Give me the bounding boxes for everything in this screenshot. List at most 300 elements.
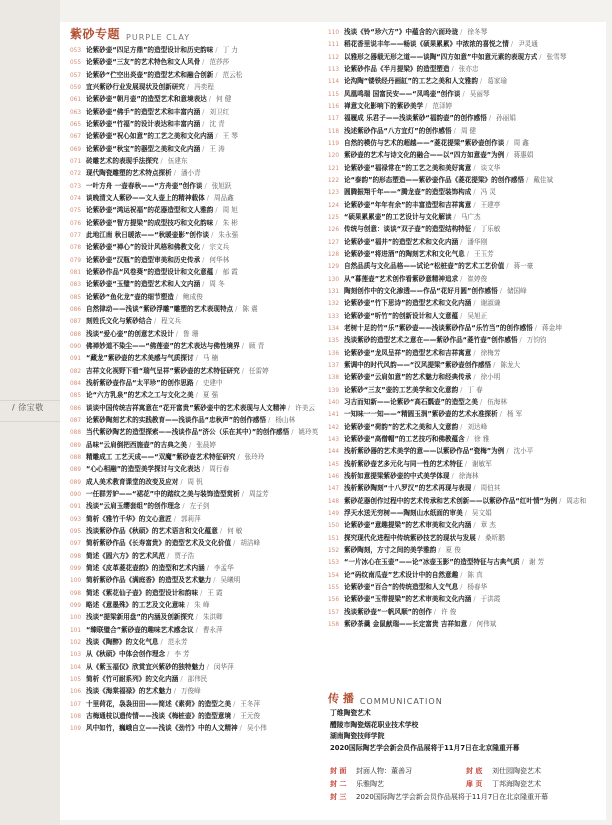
- toc-article-title: 论紫砂壶“智方提梁”的成型技巧和文化韵味: [86, 218, 214, 227]
- toc-entry[interactable]: [328, 457, 598, 469]
- toc-entry[interactable]: [70, 500, 320, 512]
- toc-separator: /: [200, 588, 203, 597]
- toc-author: 万钧钧: [526, 336, 547, 345]
- toc-entry[interactable]: [70, 611, 320, 623]
- toc-entry[interactable]: [70, 636, 320, 648]
- toc-separator: /: [233, 711, 236, 720]
- toc-author: 周 钒: [187, 477, 203, 486]
- section-title: 紫砂专题: [70, 27, 121, 41]
- toc-article-title: 论紫砂壶“朝月壶”的造型艺术和意境表达: [86, 95, 207, 104]
- toc-entry[interactable]: [328, 310, 598, 322]
- toc-article-title: 论“六方乳泉”的艺术之工与文化之美: [86, 391, 194, 400]
- toc-separator: /: [473, 521, 476, 530]
- toc-separator: /: [215, 46, 218, 55]
- toc-article-title: 从“暮莲壶”艺术创作看紫砂意精神追求: [344, 274, 459, 283]
- toc-article-title: 浅析紫砂陶刻“十八罗汉”的艺术再现与表现: [344, 484, 472, 493]
- toc-page-number: 106: [70, 687, 81, 696]
- toc-entry[interactable]: [328, 63, 598, 75]
- toc-entry[interactable]: [328, 371, 598, 383]
- toc-author: 徐小明: [480, 373, 501, 382]
- toc-separator: /: [473, 348, 476, 357]
- toc-page-number: 118: [328, 126, 339, 135]
- toc-author: 蒋惠娟: [513, 151, 534, 160]
- toc-author: 鲁 珊: [183, 329, 199, 338]
- toc-author: 崔婷俊: [467, 274, 488, 283]
- cover-label: 扉 页: [466, 779, 483, 788]
- cover-label: 封 底: [466, 766, 483, 775]
- toc-separator: /: [460, 422, 463, 431]
- toc-entry[interactable]: [328, 581, 598, 593]
- toc-entry[interactable]: [70, 475, 320, 487]
- toc-author: 葛家瑜: [487, 77, 507, 86]
- toc-entry[interactable]: [328, 38, 598, 50]
- toc-entry[interactable]: [328, 199, 598, 211]
- toc-separator: /: [188, 440, 192, 449]
- toc-entry[interactable]: [70, 266, 320, 278]
- toc-author: 周 鑫: [513, 139, 529, 148]
- cover-label: 封 面: [330, 766, 347, 775]
- toc-separator: /: [466, 250, 469, 259]
- toc-article-title: 浅谈“爱心壶”的创意艺术设计: [86, 329, 174, 338]
- toc-separator: /: [186, 83, 190, 92]
- toc-entry[interactable]: [328, 297, 598, 309]
- toc-entry[interactable]: [70, 130, 320, 142]
- toc-entry[interactable]: [328, 618, 598, 630]
- toc-separator: /: [206, 194, 209, 203]
- toc-entry[interactable]: [70, 562, 320, 574]
- toc-article-title: 浮天水送无穷树——陶刻山水纸面的审美: [344, 508, 463, 517]
- toc-entry[interactable]: [328, 347, 598, 359]
- toc-entry[interactable]: [70, 291, 320, 303]
- toc-article-title: 传统与创意：谈谈“双子壶”的造型结构特征: [344, 225, 472, 234]
- communication-header: [328, 690, 443, 706]
- toc-entry[interactable]: [328, 494, 598, 506]
- toc-entry[interactable]: [70, 167, 320, 179]
- toc-author: 徐梅芳: [480, 348, 501, 357]
- communication-item[interactable]: 丁维陶瓷艺术: [330, 709, 371, 717]
- toc-author: 谢敏军: [471, 459, 492, 468]
- toc-page-number: 131: [328, 287, 339, 296]
- toc-entry[interactable]: [70, 586, 320, 598]
- toc-entry[interactable]: [70, 365, 320, 377]
- cover-text[interactable]: 丁邦海陶瓷艺术: [492, 779, 541, 788]
- toc-separator: /: [180, 477, 183, 486]
- toc-article-title: 宜兴紫砂行业发展现状及创新研究: [86, 83, 185, 92]
- toc-entry[interactable]: [70, 303, 320, 315]
- toc-author: 吴小伟: [246, 724, 267, 733]
- toc-article-title: 老树十足的竹“乐”紫砂壶——浅谈紫砂作品“乐竹当”的创作感悟: [344, 324, 533, 333]
- toc-entry[interactable]: [70, 278, 320, 290]
- toc-entry[interactable]: [70, 328, 320, 340]
- toc-entry[interactable]: [328, 568, 598, 580]
- toc-entry[interactable]: [70, 512, 320, 524]
- toc-article-title: 佛禅妙道不染尘——“佛莲壶”的艺术表达与佛性境界: [86, 342, 240, 351]
- toc-entry[interactable]: [328, 273, 598, 285]
- cover-row: [330, 777, 600, 790]
- toc-page-number: 082: [70, 366, 81, 375]
- toc-page-number: 138: [328, 373, 339, 382]
- toc-entry[interactable]: [70, 537, 320, 549]
- toc-article-title: 论紫砂壶“玉璧”的造型艺术和人文内涵: [86, 280, 201, 289]
- toc-entry[interactable]: [70, 574, 320, 586]
- toc-author: 王元俊: [240, 711, 261, 720]
- toc-separator: /: [241, 342, 244, 351]
- toc-article-title: 论紫砂壶“四足方鼎”的造型设计和历史韵味: [86, 46, 214, 55]
- toc-entry[interactable]: [328, 519, 598, 531]
- cover-row: [330, 764, 600, 777]
- toc-article-title: 论紫砂壶“福井”的造型艺术和文化内涵: [344, 237, 459, 246]
- toc-separator: /: [239, 724, 242, 733]
- toc-page-number: 141: [328, 410, 339, 419]
- toc-entry[interactable]: [70, 118, 320, 130]
- toc-entry[interactable]: [328, 223, 598, 235]
- communication-item[interactable]: 2020国际陶艺学会新会员作品展将于11月7日在北京隆重开幕: [330, 743, 520, 752]
- toc-entry[interactable]: [70, 192, 320, 204]
- toc-separator: /: [539, 52, 542, 61]
- toc-separator: /: [202, 465, 205, 474]
- toc-author: 李 芳: [174, 650, 190, 659]
- toc-page-number: 100: [70, 613, 81, 622]
- toc-author: 李孟华: [213, 563, 234, 572]
- toc-page-number: 154: [328, 570, 339, 579]
- toc-page-number: 140: [328, 398, 339, 406]
- toc-author: 夏 俊: [445, 545, 461, 554]
- toc-article-title: 浅析紫砂壶作品“太平珍”的创作思路: [86, 379, 194, 388]
- cover-credits: [330, 764, 600, 803]
- toc-entry[interactable]: [70, 525, 320, 537]
- toc-separator: /: [241, 366, 244, 375]
- toc-article-title: 浅谈“提梁新用盘”的内涵及创新探究: [86, 613, 194, 622]
- toc-separator: /: [499, 410, 502, 419]
- toc-entry[interactable]: [328, 433, 598, 445]
- toc-entry[interactable]: [328, 322, 598, 334]
- toc-page-number: 128: [328, 250, 339, 259]
- toc-separator: /: [195, 613, 198, 622]
- toc-page-number: 104: [70, 662, 81, 671]
- toc-entry[interactable]: [328, 260, 598, 272]
- toc-article-title: 谈谈中国传统吉祥寓意在“花开富贵”紫砂壶中的艺术表现与人文精神: [86, 403, 286, 412]
- toc-article-title: 简析《竹可耐系列》的文化内涵: [86, 674, 179, 683]
- toc-separator: /: [237, 452, 240, 461]
- section-header: [70, 24, 190, 42]
- toc-entry[interactable]: [70, 352, 320, 364]
- toc-article-title: 砖雕艺术的表现手法探究: [86, 157, 159, 166]
- toc-author: 伍建东: [167, 157, 188, 166]
- toc-author: 马广杰: [460, 213, 481, 222]
- toc-article-title: 自然律动——浅谈“紫砂浮雕”雕塑的艺术表现特点: [86, 305, 234, 314]
- toc-entry[interactable]: [328, 149, 598, 161]
- toc-page-number: 115: [328, 89, 339, 98]
- toc-author: 王 琴: [222, 132, 238, 141]
- toc-entry[interactable]: [70, 217, 320, 229]
- toc-entry[interactable]: [70, 463, 320, 475]
- communication-title: 传 播: [328, 692, 354, 705]
- toc-entry[interactable]: [70, 315, 320, 327]
- toc-page-number: 135: [328, 336, 339, 345]
- toc-author: 吴丽琴: [469, 89, 490, 98]
- toc-separator: /: [175, 292, 179, 301]
- toc-page-number: 081: [70, 268, 81, 277]
- adjacent-page-author: / 徐宝敬: [12, 403, 44, 412]
- toc-page-number: 136: [328, 348, 339, 357]
- toc-entry[interactable]: [70, 155, 320, 167]
- toc-entry[interactable]: [70, 439, 320, 451]
- toc-separator: /: [160, 157, 163, 166]
- toc-author: 马 楠: [202, 354, 219, 363]
- toc-entry[interactable]: [70, 451, 320, 463]
- toc-entry[interactable]: [328, 137, 598, 149]
- toc-separator: /: [460, 311, 463, 320]
- toc-author: 曹永萍: [202, 625, 223, 634]
- toc-entry[interactable]: [70, 648, 320, 660]
- cover-text[interactable]: 2020国际陶艺学会新会员作品展将于11月7日在北京隆重开幕: [356, 792, 549, 801]
- toc-entry[interactable]: [328, 445, 598, 457]
- toc-separator: /: [473, 373, 476, 382]
- toc-page-number: 110: [328, 28, 339, 37]
- toc-article-title: 论“泰韵”的形态塑造——紫砂壶作品《菱花提梁》的创作感悟: [344, 176, 525, 185]
- toc-entry[interactable]: [70, 402, 320, 414]
- toc-page-number: 091: [70, 502, 81, 511]
- toc-author: 徐冬琴: [467, 28, 488, 37]
- toc-entry[interactable]: [70, 340, 320, 352]
- toc-page-number: 121: [328, 163, 339, 172]
- toc-entry[interactable]: [70, 143, 320, 155]
- toc-article-title: 当代紫砂陶艺的造型探索——浅谈作品“济公（乐在其中）”的创作感悟: [86, 428, 290, 437]
- cover-text[interactable]: 乐雅陶艺: [356, 779, 384, 788]
- toc-page-number: 105: [70, 674, 81, 683]
- toc-entry[interactable]: [328, 482, 598, 494]
- toc-author: 谢 芳: [528, 558, 545, 567]
- toc-page-number: 085: [70, 292, 81, 301]
- toc-entry[interactable]: [70, 254, 320, 266]
- toc-page-number: 129: [328, 262, 339, 271]
- toc-page-number: 077: [70, 231, 81, 240]
- toc-article-title: 简述《圆六方》的艺术风范: [86, 551, 166, 560]
- toc-article-title: 紫砂花器创作过程中的艺术传承和艺术创新——以紫砂作品“红叶情”为例: [344, 496, 558, 505]
- toc-author: 陈 震: [242, 305, 258, 314]
- toc-entry[interactable]: [70, 241, 320, 253]
- toc-separator: /: [202, 280, 205, 289]
- toc-article-title: 浅谈紫砂的造型艺术之意在——紫砂作品“菱竹壶”创作感悟: [344, 336, 518, 345]
- section-title-en: PURPLE CLAY: [126, 33, 191, 42]
- toc-page-number: 109: [70, 724, 81, 733]
- toc-page-number: 053: [70, 46, 81, 55]
- toc-entry[interactable]: [70, 389, 320, 401]
- toc-entry[interactable]: [328, 531, 598, 543]
- toc-separator: /: [464, 459, 467, 468]
- toc-author: 周伯其: [480, 484, 501, 493]
- toc-author: 胡洁峰: [240, 539, 261, 548]
- toc-separator: /: [460, 237, 463, 246]
- toc-entry[interactable]: [328, 26, 598, 38]
- toc-article-title: 此地江南 秋日暖浓——“秋暖壶影”创作谈: [86, 231, 210, 240]
- toc-author: 朱永强: [218, 231, 239, 240]
- toc-entry[interactable]: [328, 384, 598, 396]
- toc-entry[interactable]: [328, 51, 598, 63]
- toc-entry[interactable]: [70, 56, 320, 68]
- communication-item[interactable]: 醴陵市陶瓷烟花职业技术学校: [330, 720, 419, 729]
- toc-author: 史建中: [202, 379, 223, 388]
- toc-author: 周益芳: [248, 489, 269, 498]
- toc-author: 范永芳: [167, 637, 188, 646]
- toc-page-number: 069: [70, 144, 81, 153]
- toc-entry[interactable]: [328, 593, 598, 605]
- toc-author: 吴曦明: [220, 576, 241, 585]
- toc-entry[interactable]: [70, 660, 320, 672]
- toc-article-title: 论紫砂壶“荷韵”的艺术之美和人文意韵: [344, 422, 459, 431]
- toc-author: 张亦忠: [458, 65, 479, 74]
- toc-page-number: 158: [328, 619, 339, 628]
- toc-entry[interactable]: [70, 599, 320, 611]
- toc-separator: /: [219, 526, 223, 535]
- toc-separator: /: [291, 428, 294, 437]
- toc-separator: /: [215, 218, 218, 227]
- toc-entry[interactable]: [70, 414, 320, 426]
- toc-entry[interactable]: [328, 248, 598, 260]
- toc-entry[interactable]: [70, 229, 320, 241]
- toc-page-number: 089: [70, 465, 81, 474]
- toc-author: 刘卫红: [209, 107, 230, 116]
- toc-entry[interactable]: [328, 470, 598, 482]
- toc-separator: /: [287, 403, 291, 412]
- toc-entry[interactable]: [70, 488, 320, 500]
- cover-row: [330, 790, 600, 803]
- toc-article-title: 论紫砂壶“汉瓶”的造型审美和历史传承: [86, 255, 201, 264]
- toc-separator: /: [473, 200, 476, 209]
- toc-page-number: 156: [328, 595, 339, 604]
- toc-entry[interactable]: [70, 69, 320, 81]
- cover-text[interactable]: 刘仕园陶瓷艺术: [492, 766, 541, 775]
- toc-entry[interactable]: [328, 174, 598, 186]
- toc-entry[interactable]: [70, 549, 320, 561]
- toc-entry[interactable]: [328, 334, 598, 346]
- toc-entry[interactable]: [328, 211, 598, 223]
- toc-author: 何 健: [216, 95, 232, 104]
- toc-author: 丁 春: [467, 385, 483, 394]
- toc-entry[interactable]: [328, 236, 598, 248]
- cover-text[interactable]: 封面人物：董善习: [356, 766, 412, 775]
- toc-separator: /: [186, 600, 190, 609]
- toc-entry[interactable]: [328, 359, 598, 371]
- toc-entry[interactable]: [328, 125, 598, 137]
- toc-author: 杨 军: [506, 410, 523, 419]
- toc-page-number: 157: [328, 607, 339, 616]
- toc-author: 冯 灵: [480, 188, 496, 197]
- toc-separator: /: [180, 674, 183, 683]
- toc-entry[interactable]: [328, 507, 598, 519]
- toc-column-right: [328, 26, 598, 630]
- toc-author: 王玉芳: [474, 250, 494, 259]
- toc-entry[interactable]: [328, 556, 598, 568]
- toc-separator: /: [460, 28, 463, 37]
- toc-entry[interactable]: [328, 100, 598, 112]
- toc-article-title: 浅析紫砂壶艺多元化与同一性的艺术特征: [344, 459, 463, 468]
- toc-page-number: 099: [70, 600, 81, 609]
- toc-entry[interactable]: [70, 673, 320, 685]
- toc-entry[interactable]: [70, 426, 320, 438]
- toc-page-number: 152: [328, 545, 339, 554]
- toc-separator: /: [167, 551, 170, 560]
- toc-article-title: 论紫砂陶刻艺术的实践教育——浅谈作品“忠秋声”的创作感悟: [86, 416, 267, 424]
- toc-separator: /: [506, 447, 509, 456]
- toc-page-number: 148: [328, 496, 339, 505]
- toc-author: 周 冬: [209, 280, 225, 289]
- toc-entry[interactable]: [70, 377, 320, 389]
- toc-entry[interactable]: [328, 285, 598, 297]
- toc-separator: /: [202, 58, 205, 67]
- toc-entry[interactable]: [70, 106, 320, 118]
- toc-article-title: 论紫砂壶“年年有余”的丰富造型和吉祥寓意: [344, 200, 472, 209]
- toc-page-number: 078: [70, 243, 81, 252]
- toc-article-title: 现代陶瓷雕塑的艺术特点探析: [86, 169, 172, 178]
- toc-entry[interactable]: [328, 162, 598, 174]
- toc-author: 桑昕鹏: [485, 533, 505, 542]
- toc-page-number: 072: [70, 169, 81, 178]
- toc-article-title: 论紫砂壶“意趣提梁”的艺术审美和文化内涵: [344, 521, 472, 530]
- toc-article-title: 紫砂壶的艺术与诗文化的融合——以“四方如意壶”为例: [344, 151, 505, 160]
- toc-article-title: 简述《皮革菱花壶韵》的造型和艺术内涵: [86, 563, 205, 572]
- toc-entry[interactable]: [70, 93, 320, 105]
- toc-entry[interactable]: [328, 186, 598, 198]
- toc-author: 王 涛: [209, 144, 225, 153]
- toc-entry[interactable]: [328, 75, 598, 87]
- toc-entry[interactable]: [328, 112, 598, 124]
- toc-author: 闵华萍: [213, 662, 234, 671]
- toc-author: 谢淑谦: [480, 299, 501, 308]
- toc-entry[interactable]: [328, 396, 598, 408]
- toc-separator: /: [453, 126, 456, 135]
- toc-entry[interactable]: [70, 710, 320, 722]
- toc-article-title: 紫砂茶羹 金鼠献瑞——长定富贵 吉祥如意: [344, 619, 468, 628]
- toc-author: 贾子浩: [174, 551, 195, 560]
- toc-column-left: [70, 44, 320, 734]
- toc-entry[interactable]: [328, 421, 598, 433]
- toc-article-title: 略述《意墨殊》的工艺及文化意味: [86, 600, 185, 609]
- toc-separator: /: [519, 336, 522, 345]
- toc-separator: /: [195, 354, 198, 363]
- toc-entry[interactable]: [70, 180, 320, 192]
- toc-entry[interactable]: [70, 623, 320, 635]
- toc-page-number: 098: [70, 588, 81, 597]
- toc-entry[interactable]: [328, 605, 598, 617]
- toc-entry[interactable]: [70, 204, 320, 216]
- toc-author: 姚玲英: [298, 428, 319, 437]
- toc-article-title: 论紫砂壶“禅心”的设计风格和佛教文化: [86, 243, 201, 252]
- toc-separator: /: [466, 434, 469, 443]
- toc-separator: /: [233, 539, 236, 548]
- toc-separator: /: [425, 102, 428, 111]
- toc-entry[interactable]: [328, 408, 598, 420]
- communication-item[interactable]: 湖南陶瓷技师学院: [330, 732, 385, 740]
- toc-article-title: “心心相融”的造型美学探讨与文化表达: [86, 465, 201, 474]
- toc-entry[interactable]: [70, 685, 320, 697]
- toc-article-title: 浅谈《陶醉》的文化气息: [86, 637, 159, 646]
- toc-entry[interactable]: [328, 88, 598, 100]
- toc-author: 刘达峰: [467, 422, 488, 431]
- toc-article-title: 论紫砂壶“将进酒”的陶刻艺术和文化气息: [344, 250, 465, 259]
- toc-author: 周志和: [566, 496, 587, 505]
- toc-author: 何华林: [209, 255, 230, 264]
- toc-entry[interactable]: [70, 697, 320, 709]
- toc-article-title: 陶刻创作中的文化渗透——作品“花好月圆”创作感悟: [344, 287, 498, 296]
- toc-entry[interactable]: [70, 81, 320, 93]
- toc-separator: /: [208, 95, 211, 104]
- toc-entry[interactable]: [328, 544, 598, 556]
- toc-author: 任雷婷: [248, 366, 269, 375]
- toc-author: 邵伟民: [187, 674, 208, 683]
- toc-entry[interactable]: [70, 722, 320, 734]
- toc-entry[interactable]: [70, 44, 320, 56]
